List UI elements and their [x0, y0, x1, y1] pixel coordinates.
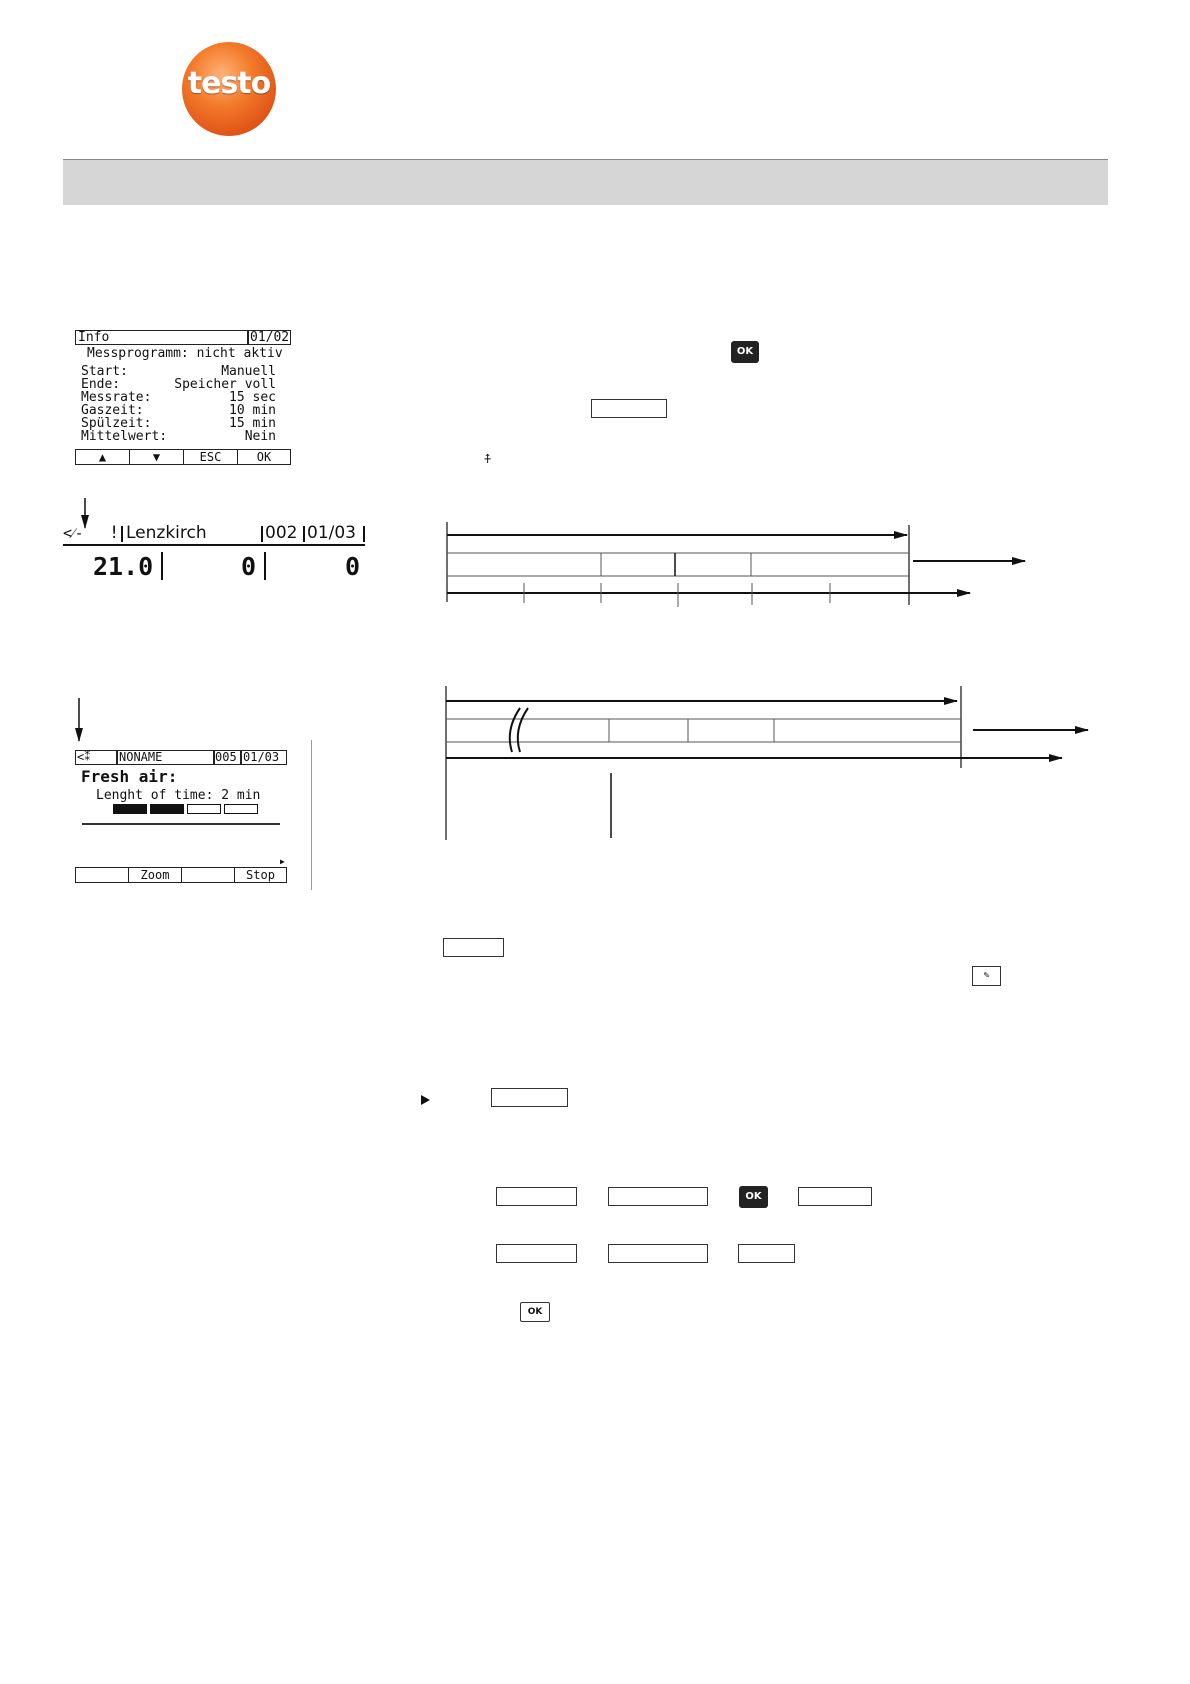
freshair-length: Lenght of time: 2 min: [96, 788, 261, 803]
measure-value: 21.0: [93, 552, 154, 581]
measure-count: 002: [265, 523, 298, 543]
info-subtitle: Messprogramm: nicht aktiv: [87, 346, 283, 361]
softkey-stop[interactable]: Stop: [234, 867, 287, 883]
key-box: [738, 1244, 795, 1263]
measure-status-icon: <⁄-: [63, 524, 84, 542]
info-page: 01/02: [250, 330, 290, 345]
freshair-name: NONAME: [119, 750, 163, 764]
function-key-icon: ✎: [972, 966, 1001, 986]
info-title: Info: [78, 330, 110, 345]
key-box: [591, 399, 667, 418]
freshair-page: 01/03: [243, 750, 280, 764]
key-box: [798, 1187, 872, 1206]
softkey-more-arrow: ▶: [280, 857, 285, 866]
softkey-zoom[interactable]: Zoom: [128, 867, 182, 883]
freshair-heading: Fresh air:: [81, 767, 178, 786]
info-row-label: Spülzeit:: [81, 416, 152, 431]
measure-location: Lenzkirch: [126, 523, 207, 543]
info-row-value: 10 min: [229, 403, 276, 418]
info-row-value: Speicher voll: [174, 377, 276, 392]
freshair-status-icon: <⁑: [77, 750, 91, 764]
timing-diagram-2: [446, 686, 1088, 840]
measure-value: 0: [241, 552, 257, 581]
softkey-esc[interactable]: ESC: [183, 449, 238, 465]
ok-key-icon: OK: [739, 1186, 768, 1208]
softkey-down[interactable]: ▼: [129, 449, 184, 465]
info-row-label: Ende:: [81, 377, 121, 392]
freshair-count: 005: [215, 750, 237, 764]
ok-key-icon: OK: [520, 1302, 550, 1322]
key-box: [608, 1187, 708, 1206]
key-box: [443, 938, 504, 957]
timing-diagram-1: [447, 522, 1025, 607]
info-row-label: Mittelwert:: [81, 429, 168, 444]
key-box: [608, 1244, 708, 1263]
bullet-arrow-icon: [421, 1095, 430, 1105]
info-row-value: Manuell: [221, 364, 276, 379]
info-row-label: Gaszeit:: [81, 403, 144, 418]
ok-key-icon: OK: [731, 341, 759, 363]
testo-logo-text: testo: [187, 66, 271, 101]
info-row-label: Start:: [81, 364, 128, 379]
softkey-ok[interactable]: OK: [237, 449, 291, 465]
key-box: [496, 1244, 577, 1263]
info-row-value: Nein: [244, 429, 276, 444]
measure-page: 01/03: [307, 523, 356, 543]
info-row-value: 15 sec: [229, 390, 276, 405]
info-row-value: 15 min: [229, 416, 276, 431]
softkey-up[interactable]: ▲: [75, 449, 130, 465]
measure-value: 0: [345, 552, 361, 581]
person-icon: ⍏: [484, 452, 492, 466]
info-row-label: Messrate:: [81, 390, 152, 405]
measure-alert: !: [109, 523, 120, 543]
key-box: [496, 1187, 577, 1206]
key-box: [491, 1088, 568, 1107]
